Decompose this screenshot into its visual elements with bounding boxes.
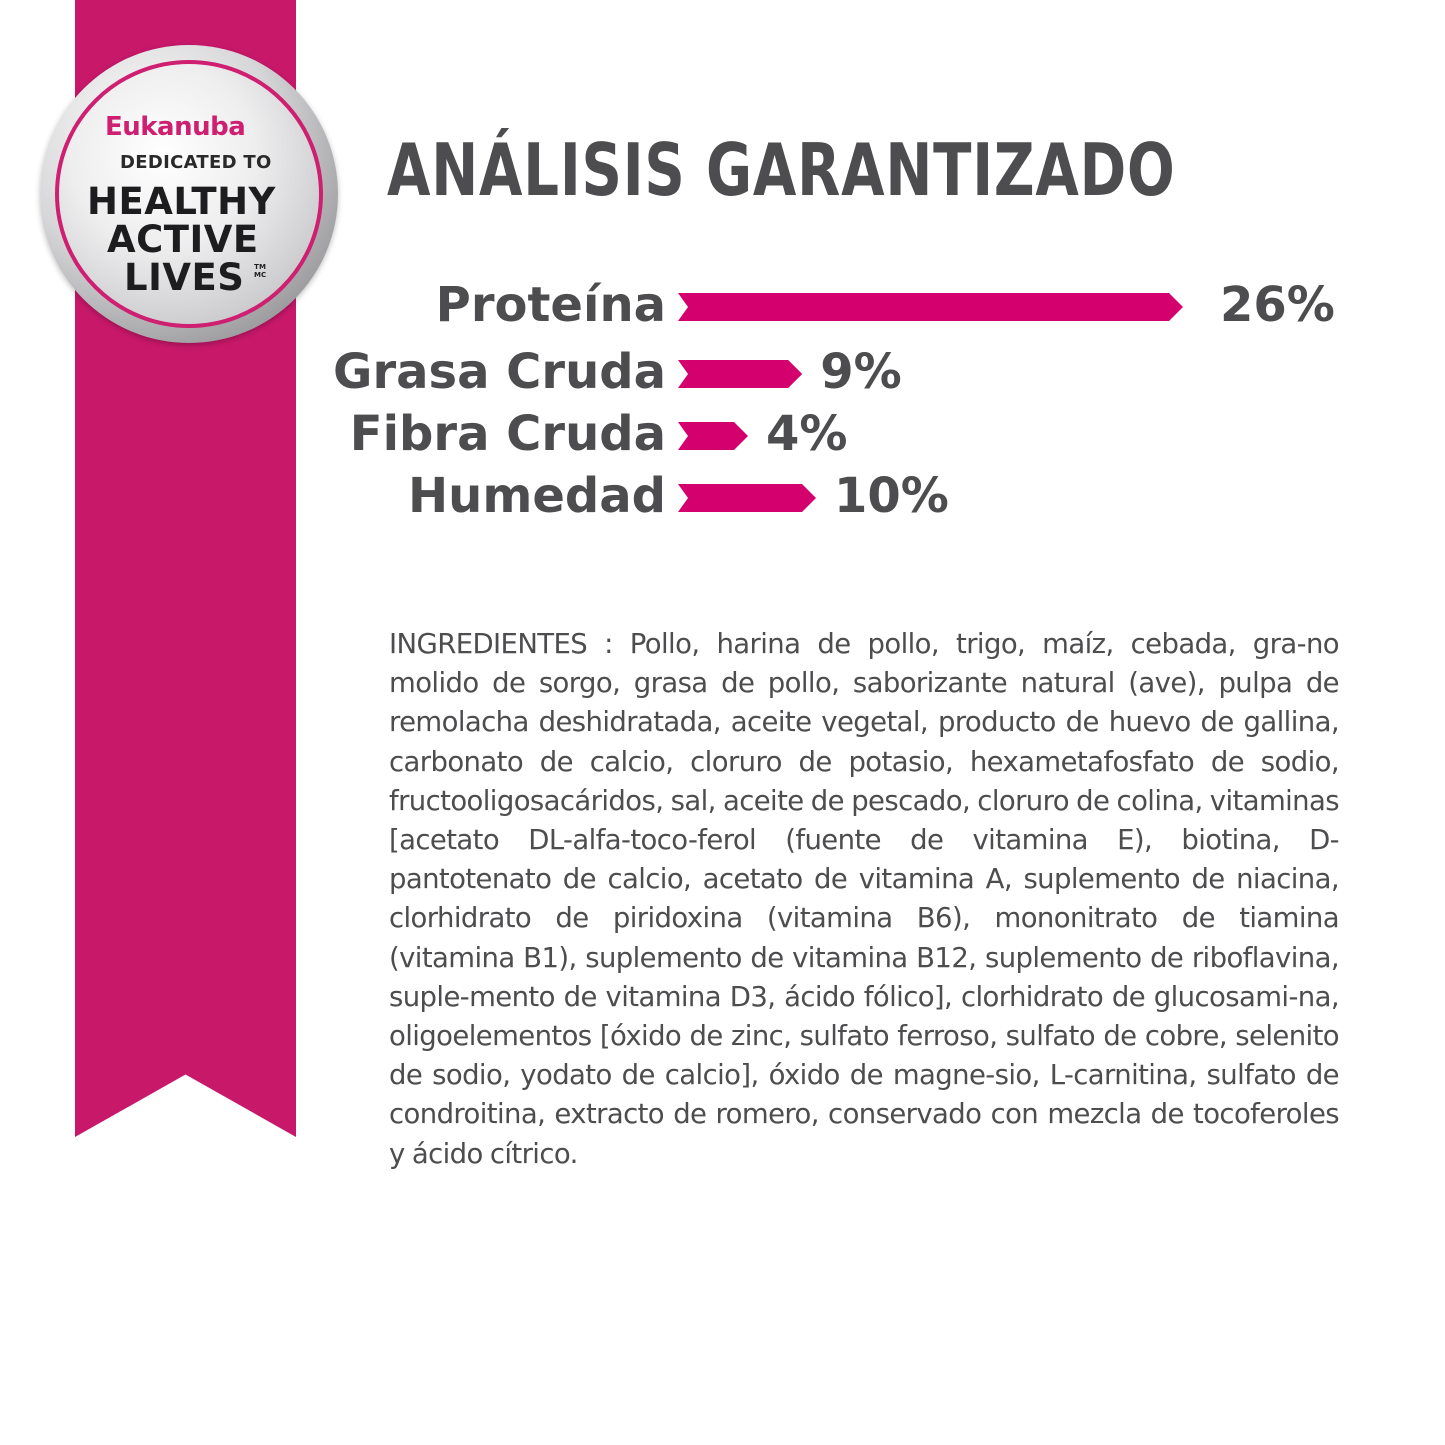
nutrient-label: Proteína — [435, 277, 666, 333]
nutrient-value: 4% — [766, 406, 848, 462]
nutrient-bar — [678, 360, 802, 388]
nutrient-row — [0, 342, 1445, 402]
nutrient-label: Grasa Cruda — [333, 344, 666, 400]
nutrient-row — [0, 275, 1445, 335]
badge-healthy-text: HEALTHY — [87, 180, 276, 223]
nutrient-bar — [678, 422, 748, 450]
nutrient-value: 26% — [1220, 277, 1335, 333]
brand-logo: Eukanuba — [105, 112, 246, 142]
nutrient-bar — [678, 293, 1183, 321]
badge-dedicated-text: DEDICATED TO — [120, 152, 272, 173]
ingredients-text: INGREDIENTES : Pollo, harina de pollo, trigo, maíz, cebada, gra-no molido de sorgo, grasa de pollo, saborizante natural (ave), pulpa de remolacha deshidratada, aceite vegetal, producto de huevo de gallina, carbonato de calcio, cloruro de potasio, hexametafosfato de sodio, fructooligosacáridos, sal, aceite de pescado, cloruro de colina, vitaminas [acetato DL-alfa-toco-ferol (fuente de vitamina E), biotina, D-pantotenato de calcio, acetato de vitamina A, suplemento de niacina, clorhidrato de piridoxina (vitamina B6), mononitrato de tiamina (vitamina B1), suplemento de vitamina B12, suplemento de riboflavina, suple-mento de vitamina D3, ácido fólico], clorhidrato de glucosami-na, oligoelementos [óxido de zinc, sulfato ferroso, sulfato de cobre, selenito de sodio, yodato de calcio], óxido de magne-sio, L-carnitina, sulfato de condroitina, extracto de romero, conservado con mezcla de tocoferoles y ácido cítrico. — [389, 628, 1339, 1170]
nutrient-label: Fibra Cruda — [349, 406, 666, 462]
page-title: ANÁLISIS GARANTIZADO — [387, 128, 1176, 212]
badge-lives-text: LIVES — [124, 256, 245, 299]
nutrient-label: Humedad — [407, 468, 666, 524]
nutrient-value: 10% — [834, 468, 949, 524]
nutrient-bar — [678, 484, 816, 512]
nutrient-row — [0, 404, 1445, 464]
nutrient-row — [0, 466, 1445, 526]
nutrient-value: 9% — [820, 344, 902, 400]
badge-tm: TM — [254, 263, 266, 271]
badge-active-text: ACTIVE — [107, 218, 259, 261]
badge-mc: MC — [254, 271, 267, 279]
